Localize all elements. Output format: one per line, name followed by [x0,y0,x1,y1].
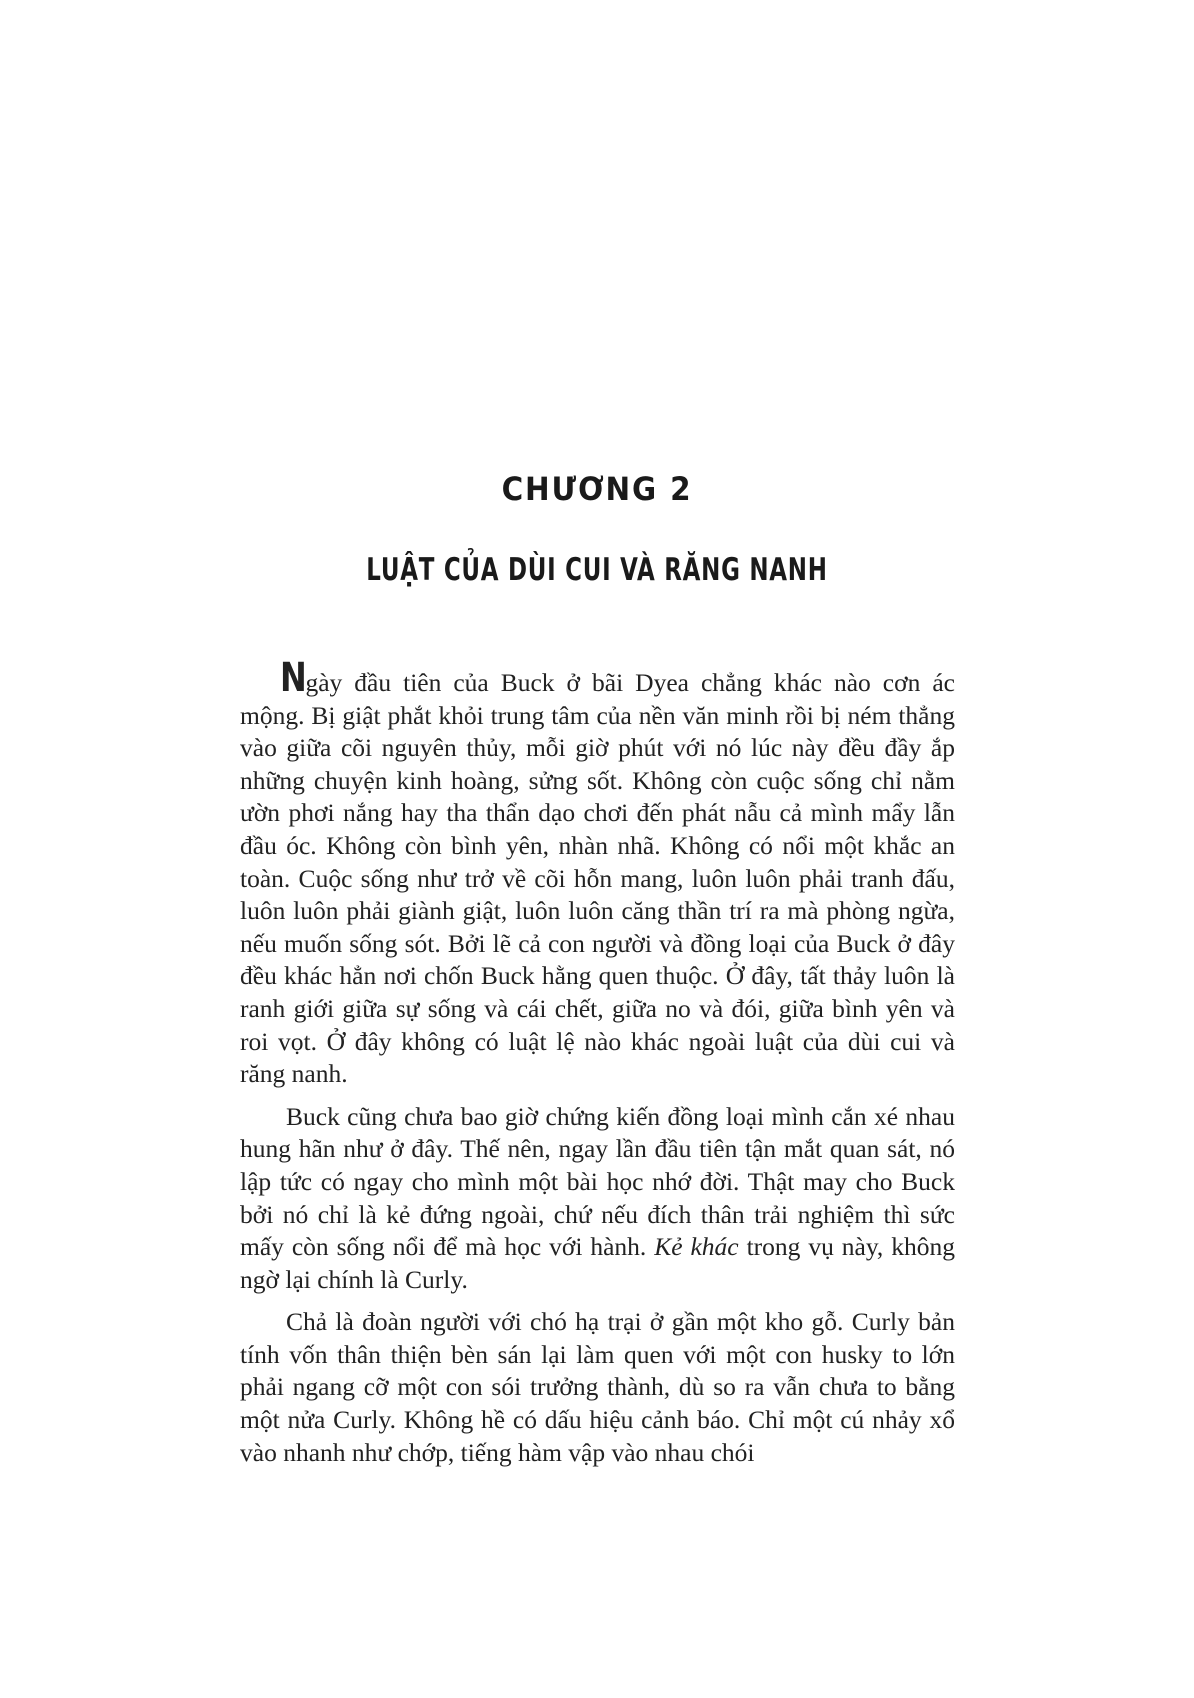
paragraph-3 [240,1306,955,1469]
chapter-body [240,655,955,1479]
paragraph-2-text-before: Buck cũng chưa bao giờ chứng kiến đồng loại mình cắn xé nhau hung hãn như ở đây. Thế nên, ngay lần đầu tiên tận mắt quan sát, nó lập tức có ngay cho mình một bài học nhớ đời. Thật may cho Buck bởi nó chỉ là kẻ đứng ngoài, chứ nếu đích thân trải nghiệm thì sức mấy còn sống nổi để mà học với hành. [240,1101,955,1262]
chapter-number: CHƯƠNG 2 [501,470,693,508]
paragraph-1-text: gày đầu tiên của Buck ở bãi Dyea chẳng khác nào cơn ác mộng. Bị giật phắt khỏi trung tâm của nền văn minh rồi bị ném thẳng vào giữa cõi nguyên thủy, mỗi giờ phút với nó lúc này đều đầy ắp những chuyện kinh hoàng, sửng sốt. Không còn cuộc sống chỉ nằm ườn phơi nắng hay tha thẩn dạo chơi đến phát nẫu cả mình mẩy lẫn đầu óc. Không còn bình yên, nhàn nhã. Không có nổi một khắc an toàn. Cuộc sống như trở về cõi hỗn mang, luôn luôn phải tranh đấu, luôn luôn phải giành giật, luôn luôn căng thần trí ra mà phòng ngừa, nếu muốn sống sót. Bởi lẽ cả con người và đồng loại của Buck ở đây đều khác hẳn nơi chốn Buck hằng quen thuộc. Ở đây, tất thảy luôn là ranh giới giữa sự sống và cái chết, giữa no và đói, giữa bình yên và roi vọt. Ở đây không có luật lệ nào khác ngoài luật của dùi cui và răng nanh. [240,668,955,1089]
chapter-title: LUẬT CỦA DÙI CUI VÀ RĂNG NANH [366,552,828,588]
paragraph-2-text-after: trong vụ này, không ngờ lại chính là Curly. [240,1232,955,1294]
paragraph-1 [240,655,955,1091]
paragraph-2 [240,1101,955,1297]
paragraph-3-text: Chả là đoàn người với chó hạ trại ở gần một kho gỗ. Curly bản tính vốn thân thiện bèn sán lại làm quen với một con husky to lớn phải ngang cỡ một con sói trưởng thành, dù so ra vẫn chưa to bằng một nửa Curly. Không hề có dấu hiệu cảnh báo. Chỉ một cú nhảy xổ vào nhanh như chớp, tiếng hàm vập vào nhau chói [240,1307,955,1467]
drop-cap: N [280,655,306,701]
paragraph-2-italic: Kẻ khác [654,1232,739,1262]
